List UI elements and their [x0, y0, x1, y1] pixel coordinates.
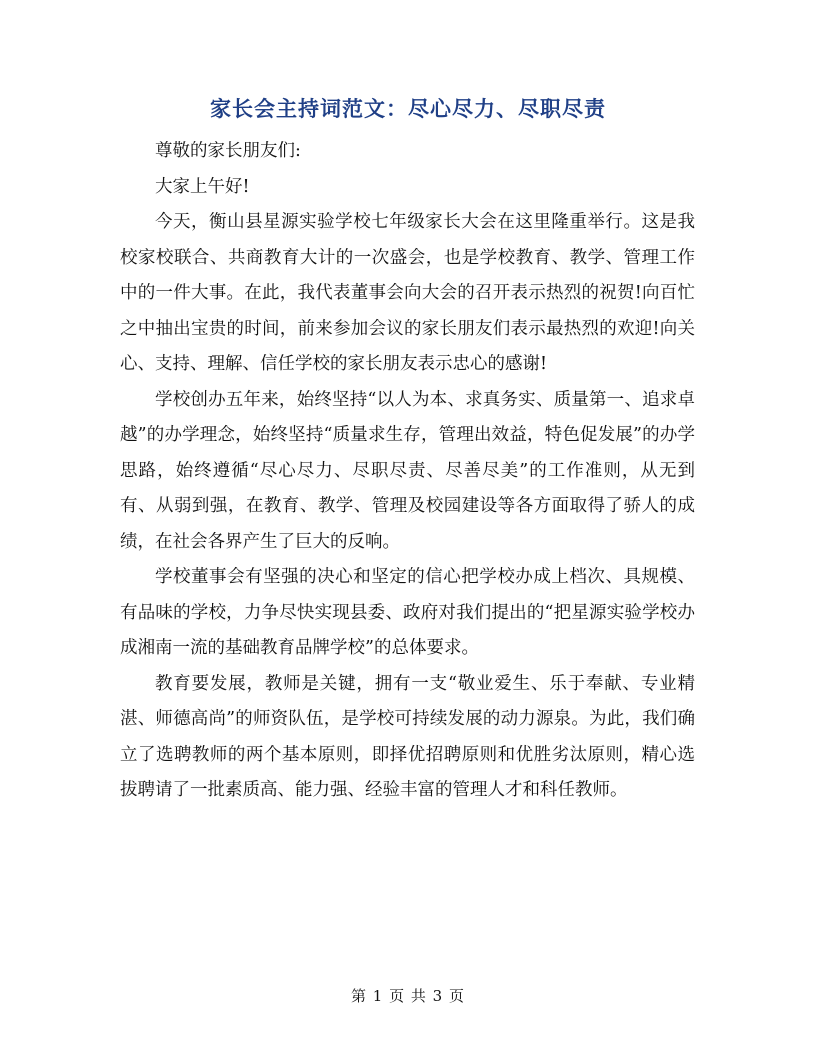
paragraph-board-goals: 学校董事会有坚强的决心和坚定的信心把学校办成上档次、具规模、有品味的学校，力争尽快实现县委、政府对我们提出的“把星源实验学校办成湘南一流的基础教育品牌学校”的总体要求。	[120, 567, 695, 658]
document-title: 家长会主持词范文：尽心尽力、尽职尽责	[210, 96, 606, 121]
paragraph-opening: 今天，衡山县星源实验学校七年级家长大会在这里隆重举行。这是我校家校联合、共商教育大计的一次盛会，也是学校教育、教学、管理工作中的一件大事。在此，我代表董事会向大会的召开表示热烈的祝贺!向百忙之中抽出宝贵的时间，前来参加会议的家长朋友们表示最热烈的欢迎!向关心、支持、理解、信任学校的家长朋友表示忠心的感谢!	[120, 212, 695, 374]
page-footer	[0, 986, 816, 1006]
paragraph-teachers: 教育要发展，教师是关键，拥有一支“敬业爱生、乐于奉献、专业精湛、师德高尚”的师资队伍，是学校可持续发展的动力源泉。为此，我们确立了选聘教师的两个基本原则，即择优招聘原则和优胜劣汰原则，精心选拔聘请了一批素质高、能力强、经验丰富的管理人才和科任教师。	[120, 673, 695, 800]
page-number: 第 1 页 共 3 页	[351, 987, 465, 1005]
document-body	[120, 134, 695, 809]
paragraph-school-history: 学校创办五年来，始终坚持“以人为本、求真务实、质量第一、追求卓越”的办学理念，始终坚持“质量求生存，管理出效益，特色促发展”的办学思路，始终遵循“尽心尽力、尽职尽责、尽善尽美”的工作准则，从无到有、从弱到强，在教育、教学、管理及校园建设等各方面取得了骄人的成绩，在社会各界产生了巨大的反响。	[120, 389, 695, 552]
salutation: 尊敬的家长朋友们:	[155, 141, 301, 161]
greeting: 大家上午好!	[155, 176, 250, 197]
